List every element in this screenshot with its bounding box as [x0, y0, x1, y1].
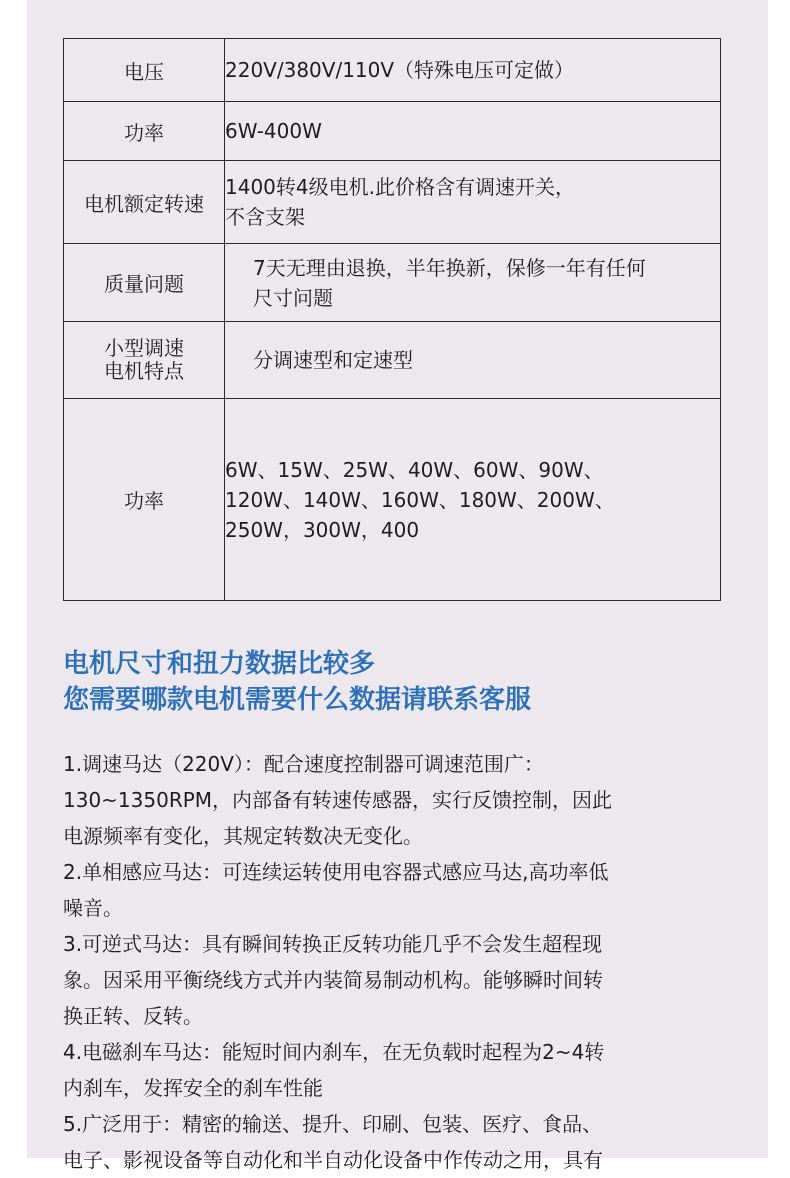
body-line: 4.电磁刹车马达：能短时间内刹车，在无负载时起程为2~4转	[63, 1040, 605, 1064]
body-line: 2.单相感应马达：可连续运转使用电容器式感应马达,高功率低	[63, 860, 609, 884]
body-line: 换正转、反转。	[63, 1004, 203, 1028]
spec-value: 分调速型和定速型	[225, 322, 721, 399]
contact-heading	[63, 646, 531, 718]
spec-value: 220V/380V/110V（特殊电压可定做）	[225, 39, 721, 102]
spec-row-quality	[64, 244, 721, 322]
body-line: 内刹车，发挥安全的刹车性能	[63, 1076, 323, 1100]
spec-label: 电机额定转速	[64, 161, 225, 244]
product-detail-panel	[27, 0, 768, 1172]
spec-row-voltage	[64, 39, 721, 102]
body-line: 3.可逆式马达：具有瞬间转换正反转功能几乎不会发生超程现	[63, 932, 603, 956]
body-line: 1.调速马达（220V）：配合速度控制器可调速范围广：	[63, 752, 544, 776]
motor-description	[63, 746, 723, 1178]
spec-row-power	[64, 102, 721, 161]
spec-value: 6W、15W、25W、40W、60W、90W、 120W、140W、160W、180W、200W、 250W，300W，400	[225, 399, 721, 601]
spec-label: 电压	[64, 39, 225, 102]
heading-line-1: 电机尺寸和扭力数据比较多	[63, 649, 376, 679]
spec-row-features	[64, 322, 721, 399]
spec-row-power-list	[64, 399, 721, 601]
spec-row-rated-speed	[64, 161, 721, 244]
body-line: 电源频率有变化，其规定转数决无变化。	[63, 824, 423, 848]
spec-table	[63, 38, 721, 601]
body-line: 130~1350RPM，内部备有转速传感器，实行反馈控制，因此	[63, 788, 613, 812]
spec-label: 质量问题	[64, 244, 225, 322]
spec-value: 6W-400W	[225, 102, 721, 161]
spec-label: 功率	[64, 102, 225, 161]
body-line: 象。因采用平衡绕线方式并内装简易制动机构。能够瞬时间转	[63, 968, 603, 992]
body-line: 噪音。	[63, 896, 123, 920]
spec-value: 1400转4级电机.此价格含有调速开关， 不含支架	[225, 161, 721, 244]
body-line: 5.广泛用于：精密的输送、提升、印刷、包装、医疗、食品、	[63, 1112, 603, 1136]
spec-label: 小型调速 电机特点	[64, 322, 225, 399]
spec-value: 7天无理由退换，半年换新，保修一年有任何 尺寸问题	[225, 244, 721, 322]
heading-line-2: 您需要哪款电机需要什么数据请联系客服	[63, 685, 532, 715]
spec-label: 功率	[64, 399, 225, 601]
body-line: 电子、影视设备等自动化和半自动化设备中作传动之用，具有	[63, 1148, 603, 1172]
